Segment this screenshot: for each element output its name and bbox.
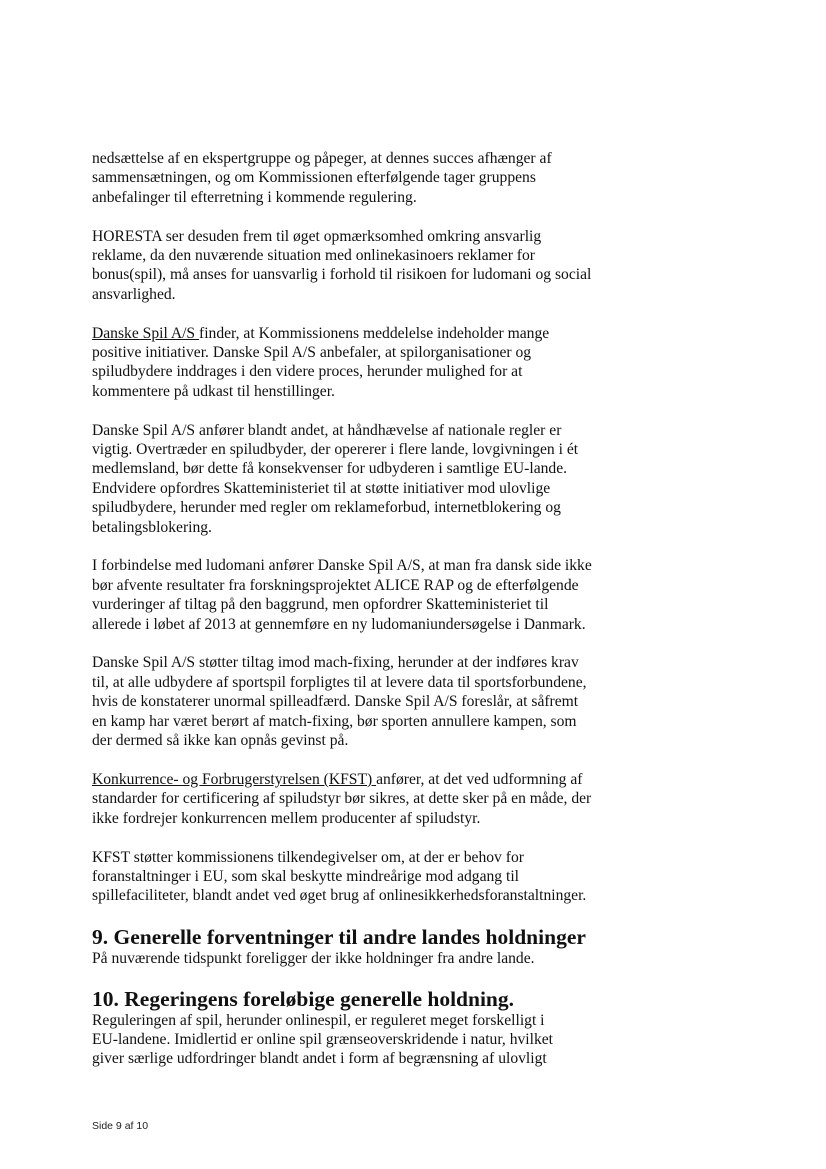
section-body-9: På nuværende tidspunkt foreligger der ikke holdninger fra andre lande.: [92, 950, 535, 968]
paragraph-text: nedsættelse af en ekspertgruppe og påpeger, at dennes succes afhænger af sammensætningen, og om Kommissionen efterfølgende tager gruppens anbefalinger til efterretning i kommende regulering.: [92, 150, 552, 206]
paragraph-6: [92, 653, 642, 750]
organization-name-danske-spil: Danske Spil A/S: [92, 324, 200, 342]
paragraph-8: [92, 848, 642, 906]
paragraph-text: KFST støtter kommissionens tilkendegivelser om, at der er behov for foranstaltninger i EU, som skal beskytte mindreårige mod adgang til spillefaciliteter, blandt andet ved øget brug af onlinesikkerhedsforanstaltninger.: [92, 848, 587, 905]
page-number-footer: Side 9 af 10: [92, 1120, 149, 1132]
paragraph-text: Danske Spil A/S støtter tiltag imod mach-fixing, herunder at der indføres krav til, at alle udbydere af sportspil forpligtes til at levere data til sportsforbundene, hvis de konstaterer unormal spilleadfærd. Danske Spil A/S foreslår, at såfremt en kamp har været berørt af match-fixing, bør sporten annullere kampen, som der dermed så ikke kan opnås gevinst på.: [92, 654, 587, 750]
document-body: [92, 149, 642, 1079]
organization-name-kfst: Konkurrence- og Forbrugerstyrelsen (KFST): [92, 770, 377, 788]
section-body-10: Reguleringen af spil, herunder onlinespil, er reguleret meget forskelligt i EU-landene. Imidlertid er online spil grænseoverskridende i natur, hvilket giver særlige udfordringer blandt andet i form af begrænsning af ulovligt: [92, 1011, 553, 1068]
paragraph-7: [92, 770, 642, 828]
paragraph-3: [92, 324, 642, 402]
paragraph-text: HORESTA ser desuden frem til øget opmærksomhed omkring ansvarlig reklame, da den nuværende situation med onlinekasinoers reklamer for bonus(spil), må anses for uansvarlig i forhold til risikoen for ludomani og social ansvarlighed.: [92, 227, 592, 303]
paragraph-text: I forbindelse med ludomani anfører Danske Spil A/S, at man fra dansk side ikke bør afvente resultater fra forskningsprojektet ALICE RAP og de efterfølgende vurderinger af tiltag på den baggrund, men opfordrer Skatteministeriet til allerede i løbet af 2013 at gennemføre en ny ludomaniundersøgelse i Danmark.: [92, 557, 592, 633]
paragraph-2: [92, 227, 642, 305]
paragraph-4: [92, 421, 642, 537]
section-heading-9: 9. Generelle forventninger til andre landes holdninger: [92, 925, 586, 950]
paragraph-text: Danske Spil A/S anfører blandt andet, at håndhævelse af nationale regler er vigtig. Overtræder en spiludbyder, der opererer i flere lande, lovgivningen i ét medlemsland, bør dette få konsekvenser for udbyderen i samtlige EU-lande. Endvidere opfordres Skatteministeriet til at støtte initiativer mod ulovlige spiludbydere, herunder med regler om reklameforbud, internetblokering og betalingsblokering.: [92, 421, 579, 536]
section-heading-10: 10. Regeringens foreløbige generelle holdning.: [92, 986, 515, 1011]
paragraph-5: [92, 556, 642, 634]
paragraph-1: [92, 149, 642, 207]
paragraph-text: finder, at Kommissionens meddelelse indeholder mange positive initiativer. Danske Spil A/S anbefaler, at spilorganisationer og spiludbydere inddrages i den videre proces, herunder mulighed for at kommentere på udkast til henstillinger.: [92, 324, 550, 400]
paragraph-text: anfører, at det ved udformning af standarder for certificering af spiludstyr bør sikres, at dette sker på en måde, der ikke fordrejer konkurrencen mellem producenter af spiludstyr.: [92, 770, 592, 827]
